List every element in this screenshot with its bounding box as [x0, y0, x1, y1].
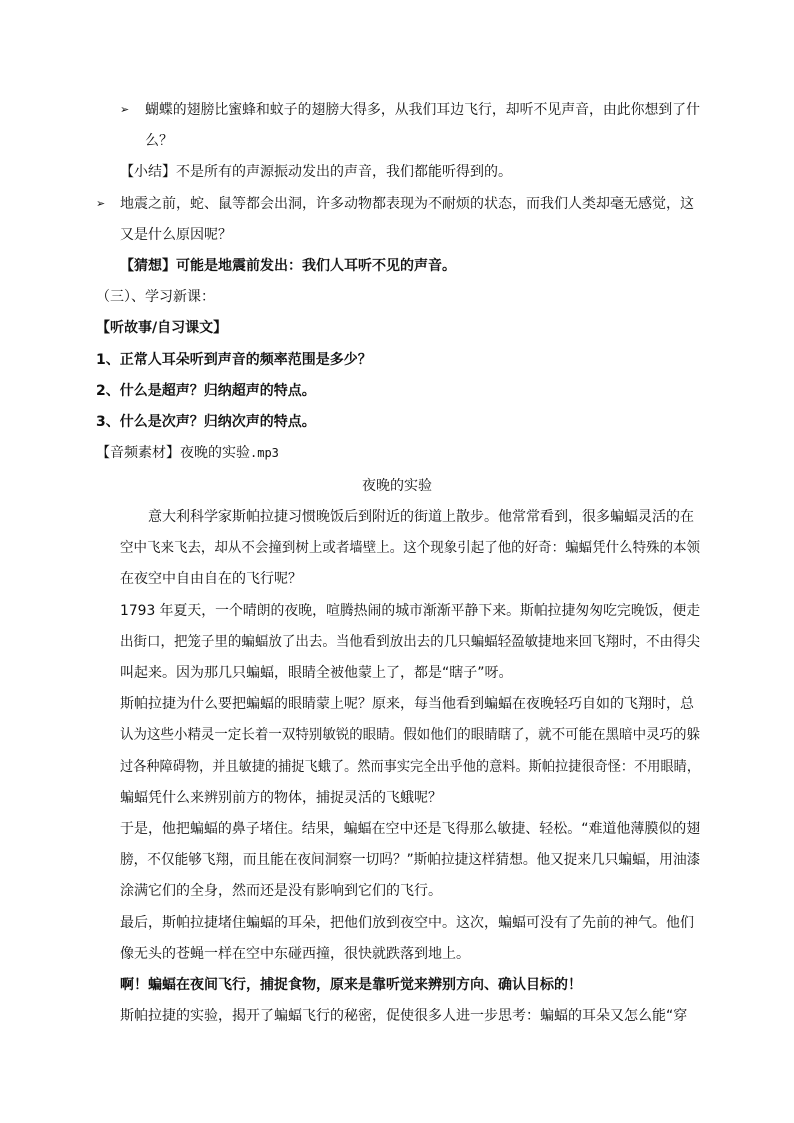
task-item: 1、正常人耳朵听到声音的频率范围是多少？ [96, 352, 372, 368]
article-paragraph-line: 在夜空中自由自在的飞行呢？ [120, 571, 302, 587]
question-butterfly-line-1: 蝴蝶的翅膀比蜜蜂和蚊子的翅膀大得多，从我们耳边飞行，却听不见声音，由此你想到了什 [145, 102, 701, 118]
article-paragraph-line: 出街口，把笼子里的蝙蝠放了出去。当他看到放出去的几只蝙蝠轻盈敏捷地来回飞翔时，不由得尖 [120, 634, 701, 650]
article-paragraph-line: 空中飞来飞去，却从不会撞到树上或者墙壁上。这个现象引起了他的好奇：蝙蝠凭什么特殊的本领 [120, 540, 701, 556]
article-paragraph-line: 于是，他把蝙蝠的鼻子堵住。结果，蝙蝠在空中还是飞得那么敏捷、轻松。“难道他薄膜似的翅 [120, 821, 701, 837]
story-heading: 【听故事/自习课文】 [96, 320, 228, 336]
article-paragraph-line: 蝙蝠凭什么来辨别前方的物体，捕捉灵活的飞蛾呢？ [120, 790, 442, 806]
article-paragraph-line: 啊！蝙蝠在夜间飞行，捕捉食物，原来是靠听觉来辨别方向、确认目标的！ [120, 977, 582, 993]
audio-material-label: 【音频素材】夜晚的实验 [96, 445, 250, 461]
bullet-arrow-icon: ➢ [96, 197, 106, 210]
article-title: 夜晚的实验 [362, 478, 432, 494]
article-paragraph-line: 1793 年夏天，一个晴朗的夜晚，喧腾热闹的城市渐渐平静下来。斯帕拉捷匆匆吃完晚饭，便走 [120, 603, 701, 619]
bullet-arrow-icon: ➢ [120, 103, 130, 116]
task-item: 2、什么是超声？归纳超声的特点。 [96, 383, 316, 399]
article-paragraph-line: 过各种障碍物，并且敏捷的捕捉飞蛾了。然而事实完全出乎他的意料。斯帕拉捷很奇怪：不用眼睛， [120, 759, 701, 775]
audio-material-line [96, 443, 279, 463]
article-paragraph-line: 像无头的苍蝇一样在空中东碰西撞，很快就跌落到地上。 [120, 946, 470, 962]
article-paragraph-line: 意大利科学家斯帕拉捷习惯晚饭后到附近的街道上散步。他常常看到，很多蝙蝠灵活的在 [148, 509, 694, 525]
section-heading: （三）、学习新课： [96, 289, 215, 305]
article-paragraph-line: 斯帕拉捷为什么要把蝙蝠的眼睛蒙上呢？原来，每当他看到蝙蝠在夜晚轻巧自如的飞翔时，总 [120, 696, 694, 712]
question-earthquake-line-2: 又是什么原因呢？ [120, 227, 232, 243]
summary-note: 【小结】不是所有的声源振动发出的声音，我们都能听得到的。 [120, 164, 512, 180]
question-earthquake-line-1: 地震之前，蛇、鼠等都会出洞，许多动物都表现为不耐烦的状态，而我们人类却毫无感觉，这 [120, 196, 694, 212]
task-item: 3、什么是次声？归纳次声的特点。 [96, 414, 316, 430]
article-paragraph-line: 最后，斯帕拉捷堵住蝙蝠的耳朵，把他们放到夜空中。这次，蝙蝠可没有了先前的神气。他们 [120, 915, 694, 931]
article-paragraph-line: 涂满它们的全身，然而还是没有影响到它们的飞行。 [120, 883, 442, 899]
article-paragraph-line: 认为这些小精灵一定长着一双特别敏锐的眼睛。假如他们的眼睛瞎了，就不可能在黑暗中灵巧的躲 [120, 727, 701, 743]
article-paragraph-line: 斯帕拉捷的实验，揭开了蝙蝠飞行的秘密，促使很多人进一步思考：蝙蝠的耳朵又怎么能“穿 [120, 1008, 688, 1024]
article-paragraph-line: 膀，不仅能够飞翔，而且能在夜间洞察一切吗？”斯帕拉捷这样猜想。他又捉来几只蝙蝠，用油漆 [120, 852, 701, 868]
article-paragraph-line: 叫起来。因为那几只蝙蝠，眼睛全被他蒙上了，都是“瞎子”呀。 [120, 665, 513, 681]
question-butterfly-line-2: 么？ [145, 133, 173, 149]
audio-file-extension: .mp3 [250, 446, 279, 460]
guess-note: 【猜想】可能是地震前发出：我们人耳听不见的声音。 [120, 258, 456, 274]
